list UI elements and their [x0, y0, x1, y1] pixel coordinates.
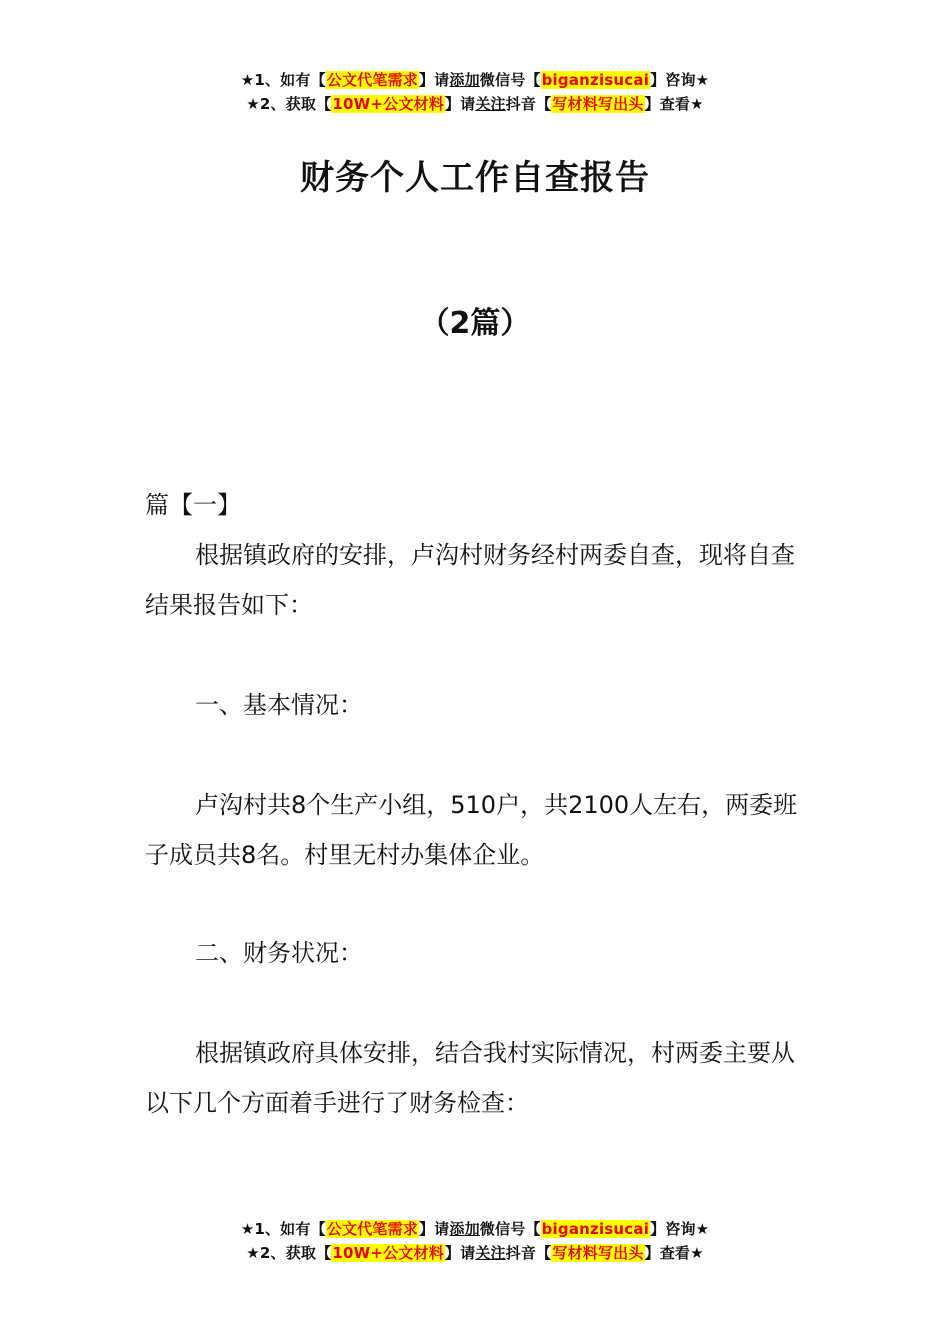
banner-text: 】查看★ — [644, 95, 704, 113]
footer-banner-line-2 — [0, 1241, 950, 1265]
highlight-materials: 10W+公文材料 — [332, 1244, 444, 1262]
heading-financial-status: 二、财务状况： — [195, 939, 363, 967]
section-label: 篇【一】 — [145, 491, 241, 519]
highlight-materials: 10W+公文材料 — [332, 95, 444, 113]
banner-text: 】查看★ — [644, 1244, 704, 1262]
document-subtitle: （2篇） — [419, 306, 531, 341]
banner-text: 微信号【 — [479, 1220, 541, 1238]
paragraph-basic-info: 卢沟村共8个生产小组，510户，共2100人左右，两委班子成员共8名。村里无村办集体企业。 — [145, 791, 798, 869]
underlined-text: 添加 — [449, 71, 480, 89]
underlined-text: 添加 — [449, 1220, 480, 1238]
banner-text: 微信号【 — [479, 71, 541, 89]
banner-text: 】咨询★ — [650, 1220, 710, 1238]
highlight-service: 公文代笔需求 — [326, 1220, 418, 1238]
paragraph-intro: 根据镇政府的安排，卢沟村财务经村两委自查，现将自查结果报告如下： — [145, 541, 795, 619]
underlined-text: 关注 — [475, 95, 506, 113]
highlight-douyin-account: 写材料写出头 — [552, 1244, 644, 1262]
document-title: 财务个人工作自查报告 — [300, 158, 650, 198]
banner-text: 】请 — [418, 71, 450, 89]
banner-text: 抖音【 — [505, 95, 552, 113]
highlight-douyin-account: 写材料写出头 — [552, 95, 644, 113]
highlight-wechat-id: biganzisucai — [541, 1220, 650, 1238]
header-banner — [0, 68, 950, 116]
footer-banner — [0, 1217, 950, 1265]
banner-text: 】请 — [418, 1220, 450, 1238]
banner-text: 】咨询★ — [650, 71, 710, 89]
underlined-text: 关注 — [475, 1244, 506, 1262]
banner-text: 】请 — [444, 1244, 476, 1262]
header-banner-line-2 — [0, 92, 950, 116]
highlight-wechat-id: biganzisucai — [541, 71, 650, 89]
footer-banner-line-1 — [0, 1217, 950, 1241]
banner-text: ★2、获取【 — [246, 1244, 332, 1262]
banner-text: 】请 — [444, 95, 476, 113]
banner-text: ★1、如有【 — [240, 71, 326, 89]
banner-text: ★2、获取【 — [246, 95, 332, 113]
paragraph-financial-status: 根据镇政府具体安排，结合我村实际情况，村两委主要从以下几个方面着手进行了财务检查： — [145, 1039, 795, 1117]
heading-basic-info: 一、基本情况： — [195, 691, 363, 719]
banner-text: 抖音【 — [505, 1244, 552, 1262]
banner-text: ★1、如有【 — [240, 1220, 326, 1238]
highlight-service: 公文代笔需求 — [326, 71, 418, 89]
header-banner-line-1 — [0, 68, 950, 92]
